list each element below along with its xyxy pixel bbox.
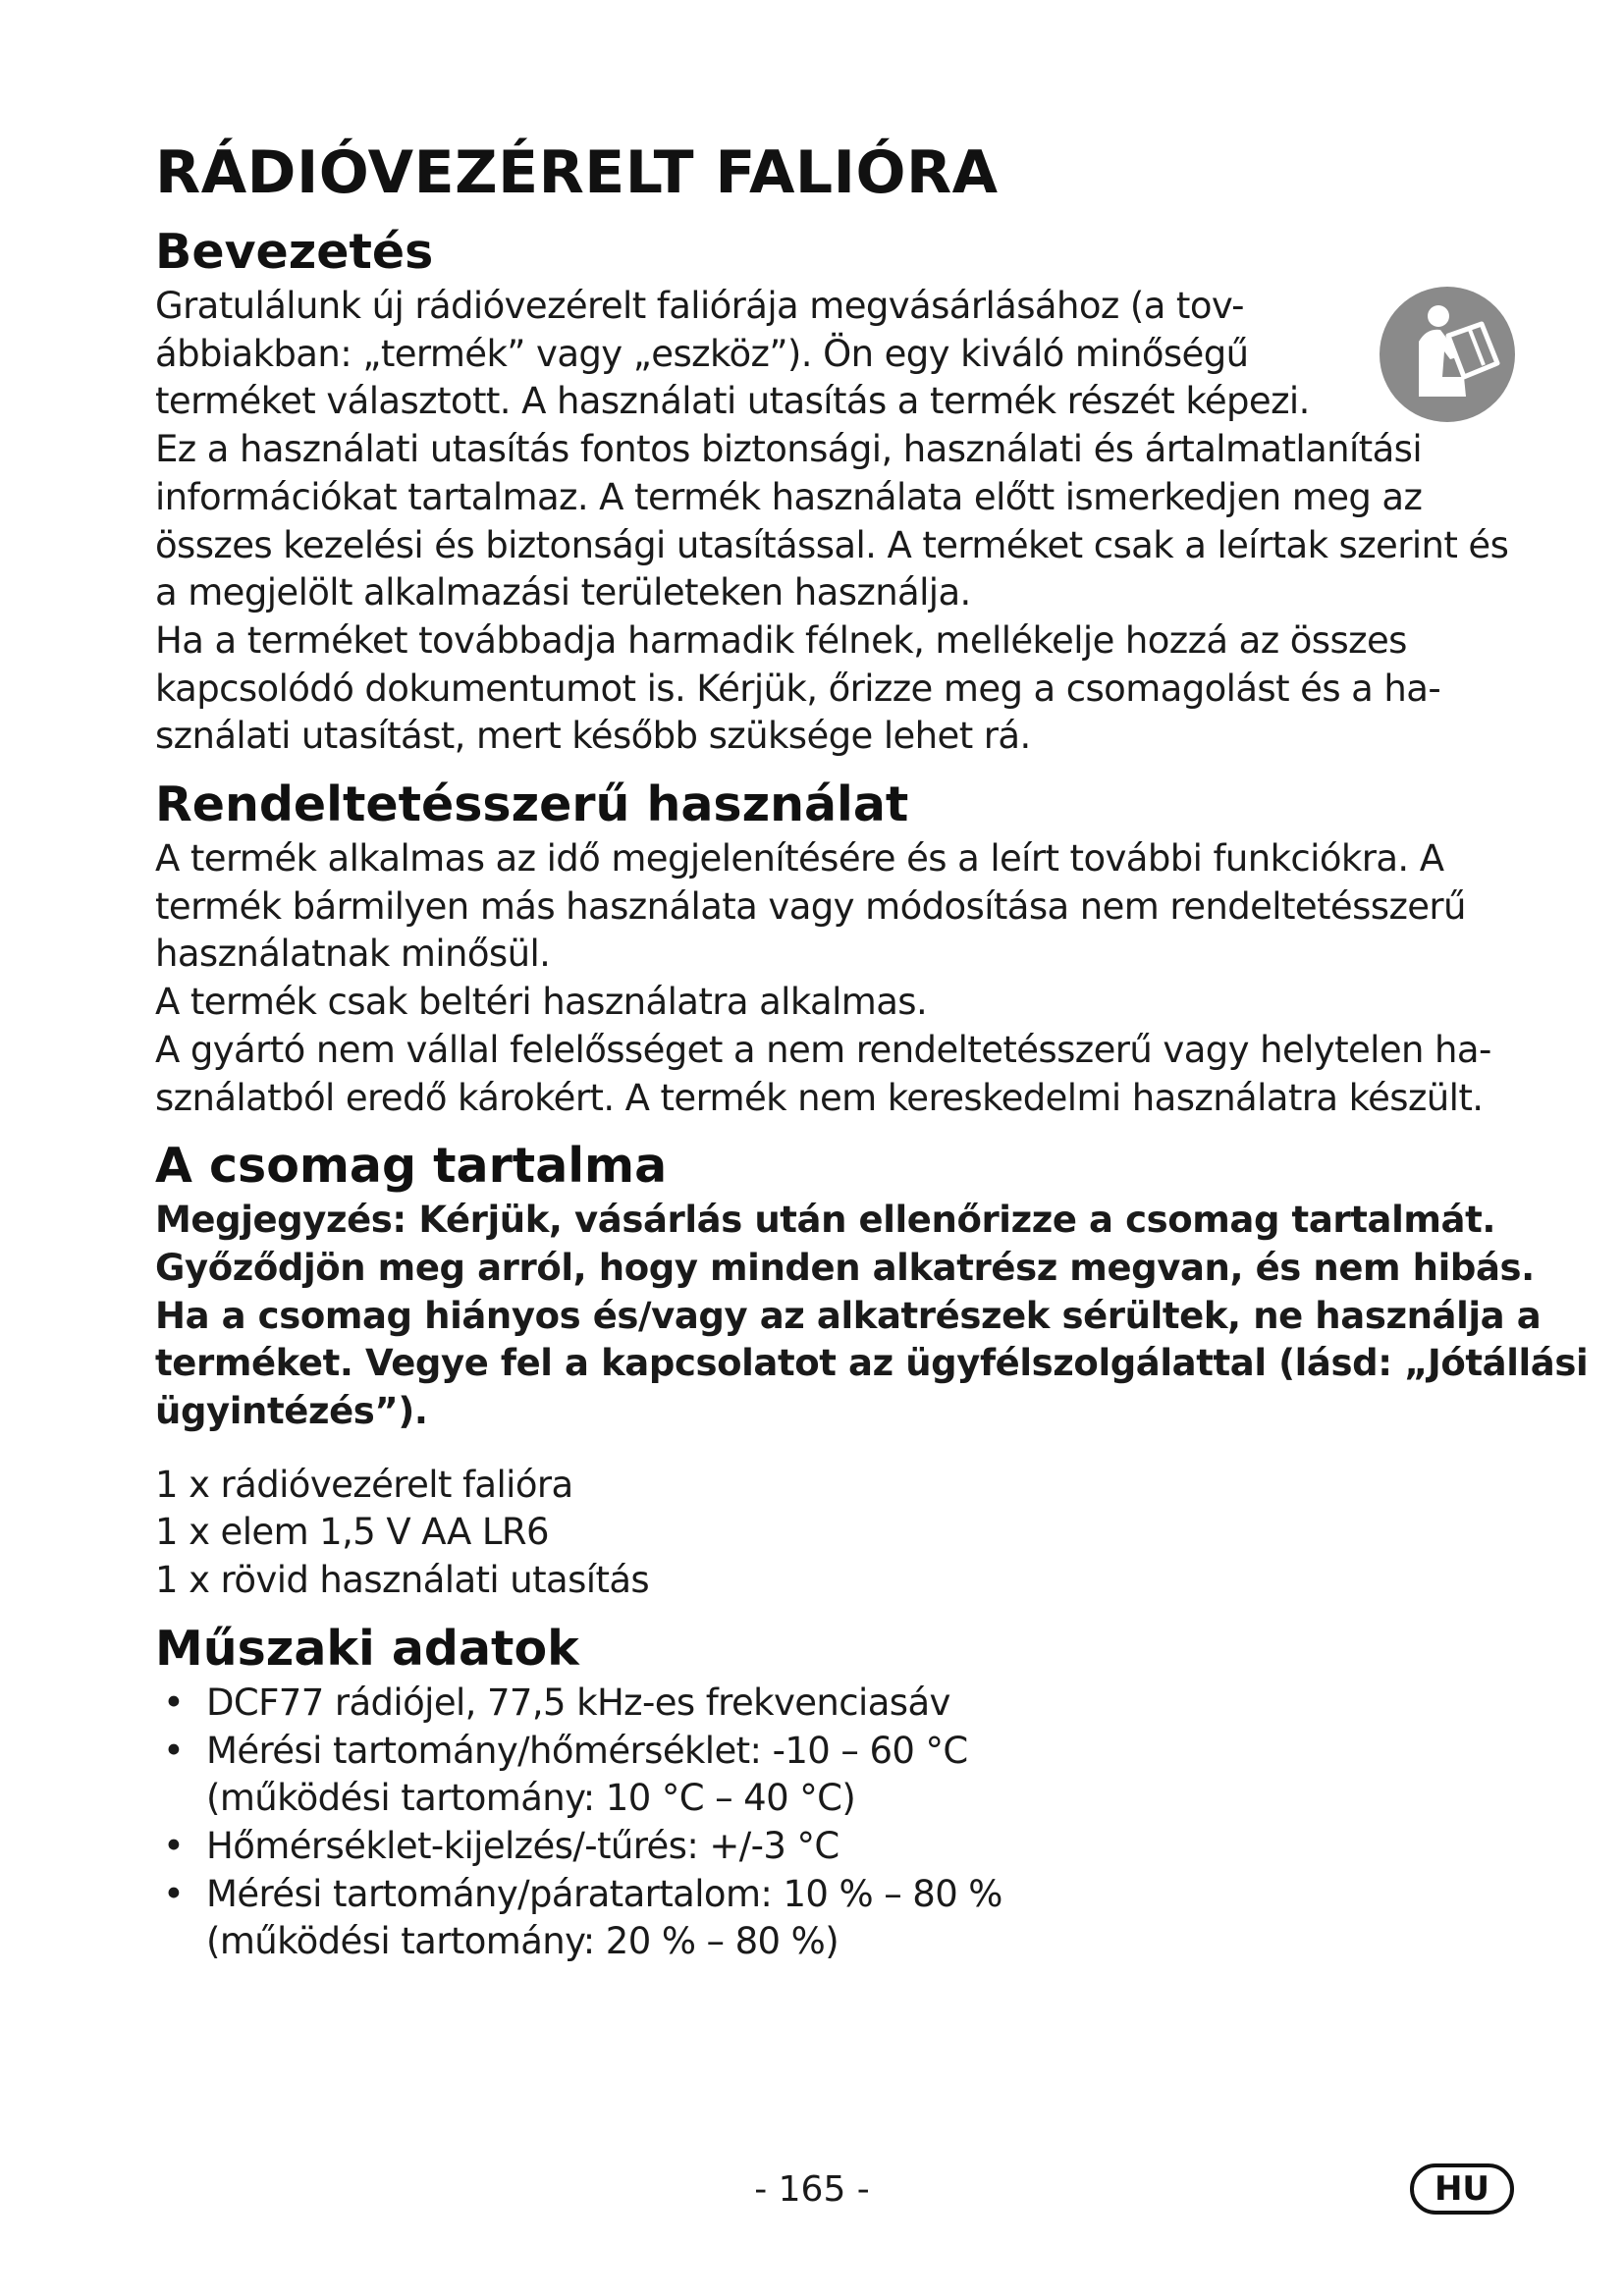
introduction-text xyxy=(155,283,1520,761)
note-line: terméket. Vegye fel a kapcsolatot az ügyfélszolgálattal (lásd: „Jótállási xyxy=(155,1342,1589,1385)
text-line: termék bármilyen más használata vagy módosítása nem rendeltetésszerű xyxy=(155,884,1466,928)
spec-subtext: (működési tartomány: 20 % – 80 %) xyxy=(206,1920,839,1963)
spec-text: Mérési tartomány/páratartalom: 10 % – 80 % xyxy=(206,1872,1002,1915)
package-items-list xyxy=(155,1462,1520,1605)
spec-item xyxy=(155,1823,1520,1871)
list-item: 1 x elem 1,5 V AA LR6 xyxy=(155,1511,549,1554)
spec-list xyxy=(155,1680,1520,1966)
heading-technical-data: Műszaki adatok xyxy=(155,1620,579,1677)
text-line: Ha a terméket továbbadja harmadik félnek, mellékelje hozzá az összes xyxy=(155,618,1407,662)
bullet-icon: • xyxy=(163,1681,185,1724)
note-label: Megjegyzés: xyxy=(155,1199,406,1242)
bullet-icon: • xyxy=(163,1872,185,1915)
page-content xyxy=(155,137,1589,1966)
package-note xyxy=(155,1197,1589,1436)
spec-text: DCF77 rádiójel, 77,5 kHz-es frekvenciasáv xyxy=(206,1681,950,1724)
text-line: használatnak minősül. xyxy=(155,933,551,976)
document-title: RÁDIÓVEZÉRELT FALIÓRA xyxy=(155,138,999,207)
spec-text: Hőmérséklet-kijelzés/-tűrés: +/-3 °C xyxy=(206,1824,839,1867)
bullet-icon: • xyxy=(163,1729,185,1772)
bullet-icon: • xyxy=(163,1824,185,1867)
text-line: sználati utasítást, mert később szüksége lehet rá. xyxy=(155,715,1031,758)
country-code-badge: HU xyxy=(1410,2163,1514,2215)
heading-package-contents: A csomag tartalma xyxy=(155,1138,668,1195)
text-line: összes kezelési és biztonsági utasítással. A terméket csak a leírtak szerint és xyxy=(155,523,1509,566)
note-text: Kérjük, vásárlás után ellenőrizze a csomag tartalmát. xyxy=(406,1199,1496,1242)
spec-item xyxy=(155,1680,1520,1728)
heading-intended-use: Rendeltetésszerű használat xyxy=(155,776,909,833)
text-line: terméket választott. A használati utasítás a termék részét képezi. xyxy=(155,380,1310,423)
spec-text: Mérési tartomány/hőmérséklet: -10 – 60 °C xyxy=(206,1729,968,1772)
text-line: A termék csak beltéri használatra alkalmas. xyxy=(155,981,928,1024)
spec-item xyxy=(155,1871,1520,1919)
spec-item xyxy=(155,1728,1520,1776)
read-manual-icon xyxy=(1380,287,1515,422)
text-line: Ez a használati utasítás fontos biztonsági, használati és ártalmatlanítási xyxy=(155,428,1423,471)
intended-use-text xyxy=(155,835,1520,1122)
spec-subtext: (működési tartomány: 10 °C – 40 °C) xyxy=(206,1777,856,1820)
list-item: 1 x rövid használati utasítás xyxy=(155,1559,650,1602)
list-item: 1 x rádióvezérelt falióra xyxy=(155,1463,573,1506)
text-line: a megjelölt alkalmazási területeken használja. xyxy=(155,571,971,614)
text-line: A gyártó nem vállal felelősséget a nem rendeltetésszerű vagy helytelen ha- xyxy=(155,1028,1491,1071)
text-line: ábbiakban: „termék” vagy „eszköz”). Ön egy kiváló minőségű xyxy=(155,332,1249,375)
note-line: ügyintézés”). xyxy=(155,1390,428,1433)
text-line: kapcsolódó dokumentumot is. Kérjük, őrizze meg a csomagolást és a ha- xyxy=(155,667,1441,710)
heading-introduction: Bevezetés xyxy=(155,224,434,280)
text-line: A termék alkalmas az idő megjelenítésére és a leírt további funkciókra. A xyxy=(155,837,1444,881)
text-line: sználatból eredő károkért. A termék nem kereskedelmi használatra készült. xyxy=(155,1076,1484,1119)
note-line: Győződjön meg arról, hogy minden alkatrész megvan, és nem hibás. xyxy=(155,1246,1535,1289)
note-line: Ha a csomag hiányos és/vagy az alkatrészek sérültek, ne használja a xyxy=(155,1294,1542,1337)
note-first-line xyxy=(155,1197,1520,1245)
page-number: - 165 - xyxy=(754,2169,870,2210)
text-line: információkat tartalmaz. A termék használata előtt ismerkedjen meg az xyxy=(155,475,1423,518)
text-line: Gratulálunk új rádióvezérelt faliórája megvásárlásához (a tov- xyxy=(155,285,1244,327)
